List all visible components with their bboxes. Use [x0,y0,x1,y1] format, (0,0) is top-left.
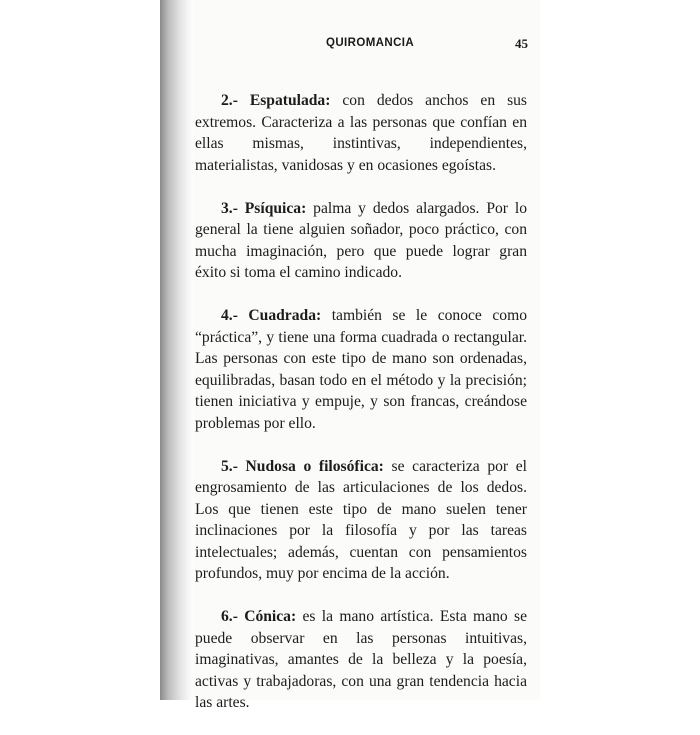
paragraph-text: es la mano artística. Esta mano se puede observar en las personas intuitivas, imaginativas, amantes de la belleza y la poesía, activas y trabajadoras, con una gran tendencia hacia las artes. [195,608,527,711]
paragraph-conica [195,606,527,714]
running-head: QUIROMANCIA [326,37,415,49]
term-label: 2.- Espatulada: [221,92,331,109]
paragraph-nudosa [195,456,527,585]
paragraph-text: también se le conoce como “práctica”, y tiene una forma cuadrada o rectangular. Las personas con este tipo de mano son ordenadas, equilibradas, basan todo en el método y la precisión; tienen iniciativa y empuje, y son francas, creándose problemas por ello. [195,307,527,432]
paragraph-espatulada [195,90,527,176]
paragraph-text: con dedos anchos en sus extremos. Caracteriza a las personas que confían en ellas mismas, instintivas, independientes, materialistas, vanidosas y en ocasiones egoístas. [195,92,527,174]
paragraph-cuadrada [195,305,527,434]
term-label: 4.- Cuadrada: [221,307,322,324]
body-text [195,90,527,735]
paragraph-text: palma y dedos alargados. Por lo general la tiene alguien soñador, poco práctico, con mucha imaginación, pero que puede lograr gran éxito si toma el camino indicado. [195,199,527,281]
binding-shadow [160,0,194,700]
term-label: 5.- Nudosa o filosófica: [221,457,384,475]
term-label: 3.- Psíquica: [221,199,307,217]
paragraph-psiquica [195,198,527,284]
page-number: 45 [515,36,528,51]
term-label: 6.- Cónica: [221,608,297,625]
paragraph-text: se caracteriza por el engrosamiento de las articulaciones de los dedos. Los que tienen este tipo de mano suelen tener inclinaciones por la filosofía y por las tareas intelectuales; además, cuentan con pensamientos profundos, muy por encima de la acción. [195,457,528,582]
